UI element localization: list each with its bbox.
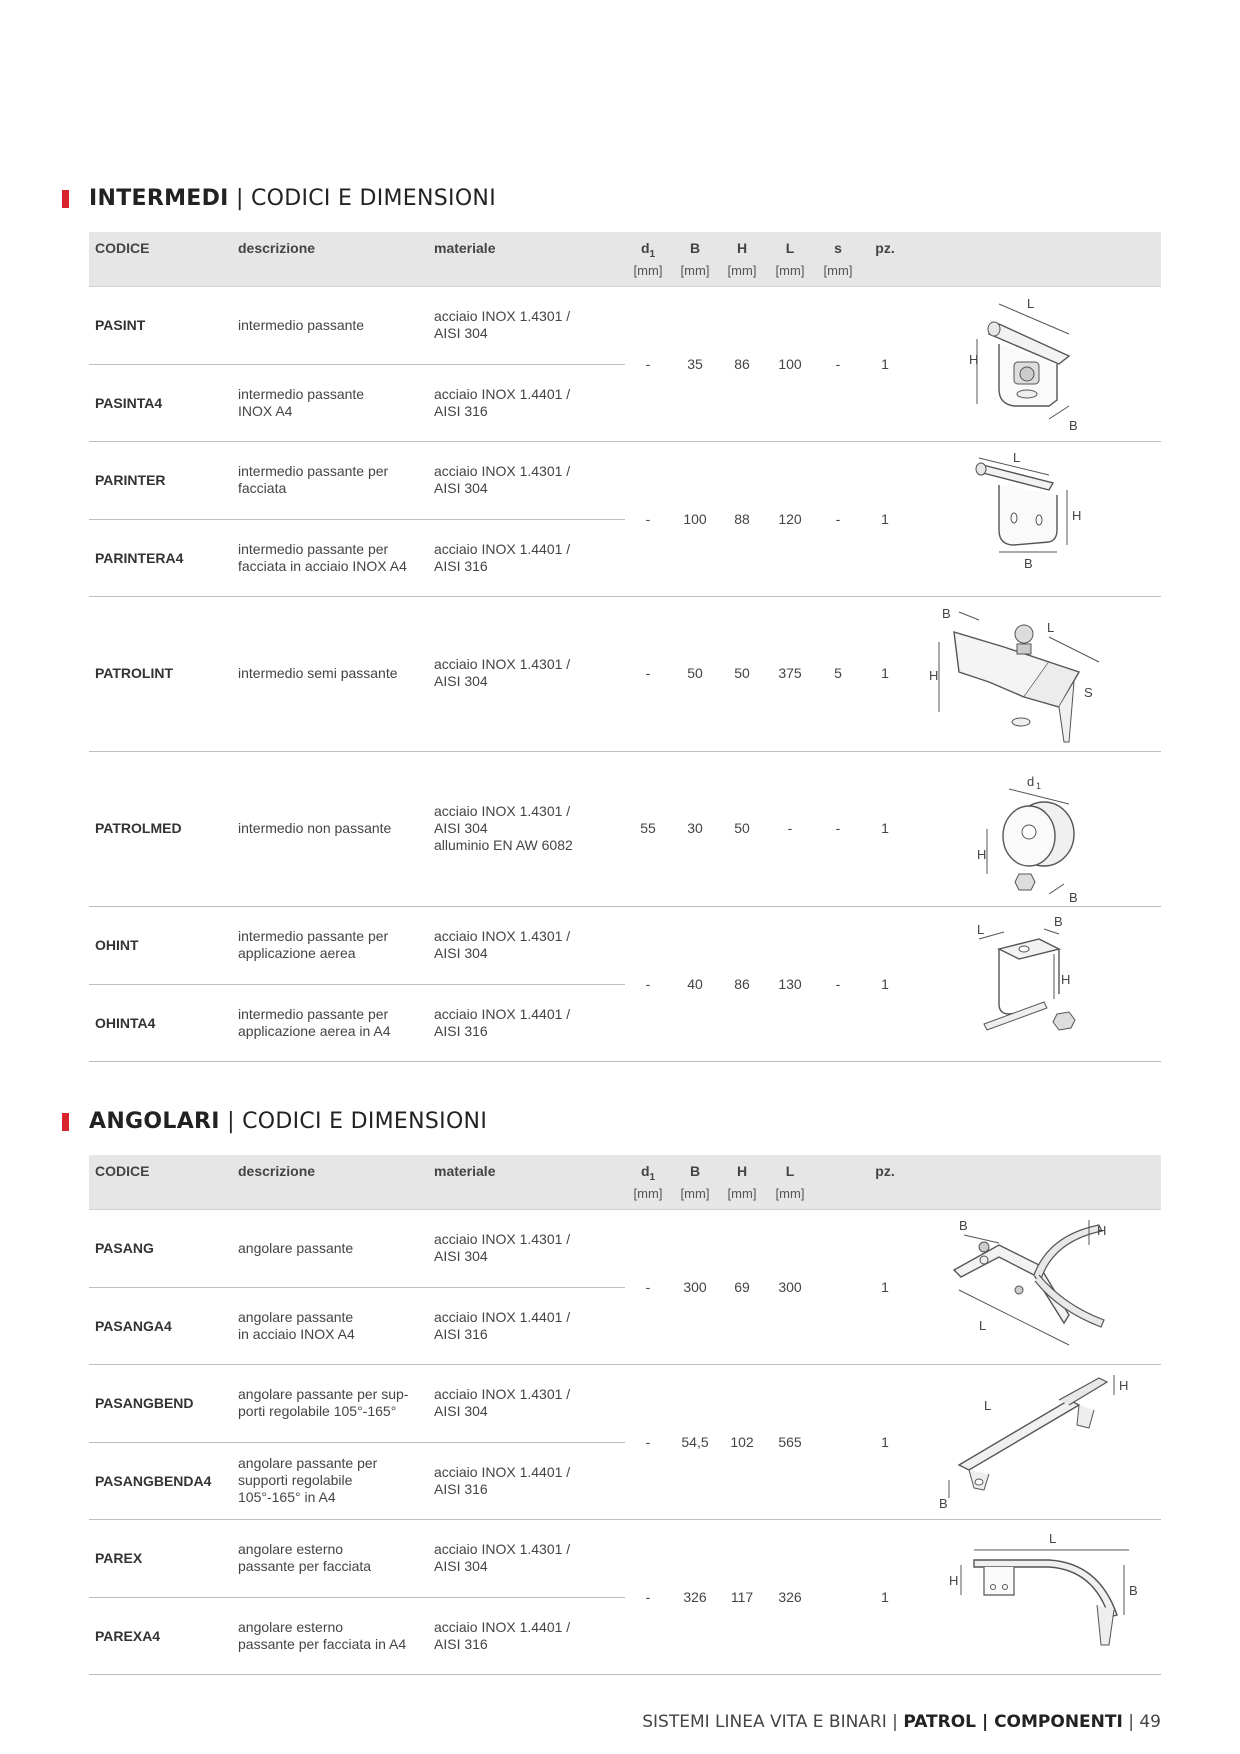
svg-text:L: L xyxy=(1047,620,1055,635)
svg-text:L: L xyxy=(1013,450,1021,465)
page-footer: SISTEMI LINEA VITA E BINARI | PATROL | COMPONENTI | 49 xyxy=(642,1712,1161,1732)
parinter-illustration xyxy=(969,450,1169,590)
table-row: PATROLINT intermedio semi passante acciaio INOX 1.4301 / AISI 304 xyxy=(95,656,571,689)
unit-l: [mm] xyxy=(775,1186,805,1201)
section-title-intermedi: INTERMEDI | CODICI E DIMENSIONI xyxy=(89,186,496,216)
unit-h: [mm] xyxy=(727,1186,757,1201)
pasangbend-illustration xyxy=(939,1370,1159,1510)
unit-b: [mm] xyxy=(680,263,710,278)
table-row: PASANGA4 angolare passante in acciaio INOX A4 acciaio INOX 1.4401 / AISI 316 xyxy=(95,1309,571,1342)
header-d1: $d_1$ xyxy=(640,1163,656,1183)
table-row: PASANG angolare passante acciaio INOX 1.4301 / AISI 304 xyxy=(95,1231,571,1264)
accent-bar xyxy=(62,1113,69,1131)
svg-text:S: S xyxy=(1084,685,1093,700)
unit-b: [mm] xyxy=(680,1186,710,1201)
svg-text:1: 1 xyxy=(1036,781,1042,791)
header-b: B xyxy=(689,240,701,256)
header-d1: $d_1$ xyxy=(640,240,656,260)
svg-text:H: H xyxy=(949,1573,959,1588)
svg-text:L: L xyxy=(1027,296,1035,311)
svg-text:L: L xyxy=(979,1318,987,1333)
row-divider xyxy=(89,1061,1161,1062)
patrolint-illustration xyxy=(929,602,1159,747)
page-number: 49 xyxy=(1139,1712,1161,1732)
header-h: H xyxy=(736,240,748,256)
ohint-illustration xyxy=(969,914,1169,1054)
table-row: OHINTA4 intermedio passante per applicazione aerea in A4 acciaio INOX 1.4401 / AISI 316 xyxy=(95,1006,571,1039)
svg-text:H: H xyxy=(1061,972,1071,987)
header-materiale: materiale xyxy=(434,1163,496,1179)
svg-text:L: L xyxy=(1049,1531,1057,1546)
table-row: PASINT intermedio passante acciaio INOX 1.4301 / AISI 304 xyxy=(95,308,571,341)
row-divider xyxy=(89,1674,1161,1675)
header-materiale: materiale xyxy=(434,240,496,256)
table-header xyxy=(89,1155,1161,1210)
accent-bar xyxy=(62,190,69,208)
svg-text:H: H xyxy=(1097,1223,1107,1238)
section-title-angolari: ANGOLARI | CODICI E DIMENSIONI xyxy=(89,1109,487,1139)
patrolmed-illustration xyxy=(969,764,1169,904)
table-row: OHINT intermedio passante per applicazione aerea acciaio INOX 1.4301 / AISI 304 xyxy=(95,928,571,961)
header-pz: pz. xyxy=(875,1163,895,1179)
header-s: s xyxy=(834,240,842,256)
pasint-illustration xyxy=(969,294,1169,434)
svg-text:H: H xyxy=(969,352,979,367)
header-l: L xyxy=(785,240,795,256)
svg-text:H: H xyxy=(1119,1378,1129,1393)
svg-text:d: d xyxy=(1027,774,1035,789)
table-row: PARINTER intermedio passante per facciata acciaio INOX 1.4301 / AISI 304 xyxy=(95,463,571,496)
table-intermedi: CODICE descrizione materiale $d_1$ B H L s pz. [mm] [mm] [mm] [mm] [mm] PASINT intermedio passante acciaio INOX 1.4301 / AISI 304 PASINTA4 intermedio passante INOX A4 acciaio INOX 1.4401 / AISI 316 - 35 86 100 - 1 L H B PARINTER intermedio passante per facciata acciaio INOX 1.4301 / AISI 304 PARINTERA4 intermedio passante per facciata in acciaio INOX A4 acciaio INOX 1.4401 / AISI 316 - 100 88 120 - 1 L H B PATROLINT intermedio semi passante acciaio INOX 1.4301 / AISI 304 - 50 50 375 5 1 B L H S PATROLMED intermedio non passante acciaio INOX 1.4301 / AISI 304 alluminio EN AW 6082 55 30 50 - - 1 d 1 H B OHINT intermedio passante per applicazione aerea acciaio INOX 1.4301 / AISI 304 OHINTA4 intermedio passante per applicazione aerea in A4 acciaio INOX 1.4401 / AISI 316 - 40 86 130 - 1 L B H xyxy=(89,232,1161,1056)
table-header xyxy=(89,232,1161,287)
parex-illustration xyxy=(949,1525,1149,1670)
unit-l: [mm] xyxy=(775,263,805,278)
svg-text:B: B xyxy=(1129,1583,1138,1598)
table-row: PASANGBEND angolare passante per sup- porti regolabile 105°-165° acciaio INOX 1.4301 / AISI 304 xyxy=(95,1386,571,1419)
table-row: PARINTERA4 intermedio passante per facciata in acciaio INOX A4 acciaio INOX 1.4401 / AISI 316 xyxy=(95,541,571,574)
svg-text:B: B xyxy=(1054,914,1063,929)
table-row: PATROLMED intermedio non passante acciaio INOX 1.4301 / AISI 304 alluminio EN AW 6082 xyxy=(95,803,573,853)
header-l: L xyxy=(785,1163,795,1179)
header-descrizione: descrizione xyxy=(238,1163,316,1179)
header-descrizione: descrizione xyxy=(238,240,316,256)
table-row: PASANGBENDA4 angolare passante per supporti regolabile 105°-165° in A4 acciaio INOX 1.4401 / AISI 316 xyxy=(95,1455,571,1505)
svg-text:B: B xyxy=(959,1218,968,1233)
svg-text:H: H xyxy=(1072,508,1082,523)
table-angolari: CODICE descrizione materiale $d_1$ B H L pz. [mm] [mm] [mm] [mm] PASANG angolare passante acciaio INOX 1.4301 / AISI 304 PASANGA4 angolare passante in acciaio INOX A4 acciaio INOX 1.4401 / AISI 316 - 300 69 300 1 B H L PASANGBEND angolare passante per sup- porti regolabile 105°-165° acciaio INOX 1.4301 / AISI 304 PASANGBENDA4 angolare passante per supporti regolabile 105°-165° in A4 acciaio INOX 1.4401 / AISI 316 - 54,5 102 565 1 L H B PAREX angolare esterno passante per facciata acciaio INOX 1.4301 / AISI 304 PAREXA4 angolare esterno passante per facciata in A4 acciaio INOX 1.4401 / AISI 316 - 326 117 326 1 L H B xyxy=(89,1155,1161,1675)
svg-text:B: B xyxy=(942,606,951,621)
header-pz: pz. xyxy=(875,240,895,256)
header-h: H xyxy=(736,1163,748,1179)
svg-text:B: B xyxy=(1024,556,1033,571)
table-row: PAREXA4 angolare esterno passante per facciata in A4 acciaio INOX 1.4401 / AISI 316 xyxy=(95,1619,571,1652)
svg-text:B: B xyxy=(1069,890,1078,904)
unit-d1: [mm] xyxy=(633,1186,663,1201)
svg-text:B: B xyxy=(939,1496,948,1510)
table-row: PASINTA4 intermedio passante INOX A4 acciaio INOX 1.4401 / AISI 316 xyxy=(95,386,571,419)
svg-text:H: H xyxy=(929,668,939,683)
svg-text:B: B xyxy=(1069,418,1078,433)
svg-text:L: L xyxy=(984,1398,992,1413)
unit-h: [mm] xyxy=(727,263,757,278)
unit-s: [mm] xyxy=(823,263,853,278)
header-codice: CODICE xyxy=(95,240,150,256)
header-codice: CODICE xyxy=(95,1163,150,1179)
svg-text:L: L xyxy=(977,922,985,937)
svg-text:H: H xyxy=(977,847,987,862)
pasang-illustration xyxy=(939,1215,1159,1360)
header-b: B xyxy=(689,1163,701,1179)
unit-d1: [mm] xyxy=(633,263,663,278)
table-row: PAREX angolare esterno passante per facciata acciaio INOX 1.4301 / AISI 304 xyxy=(95,1541,571,1574)
